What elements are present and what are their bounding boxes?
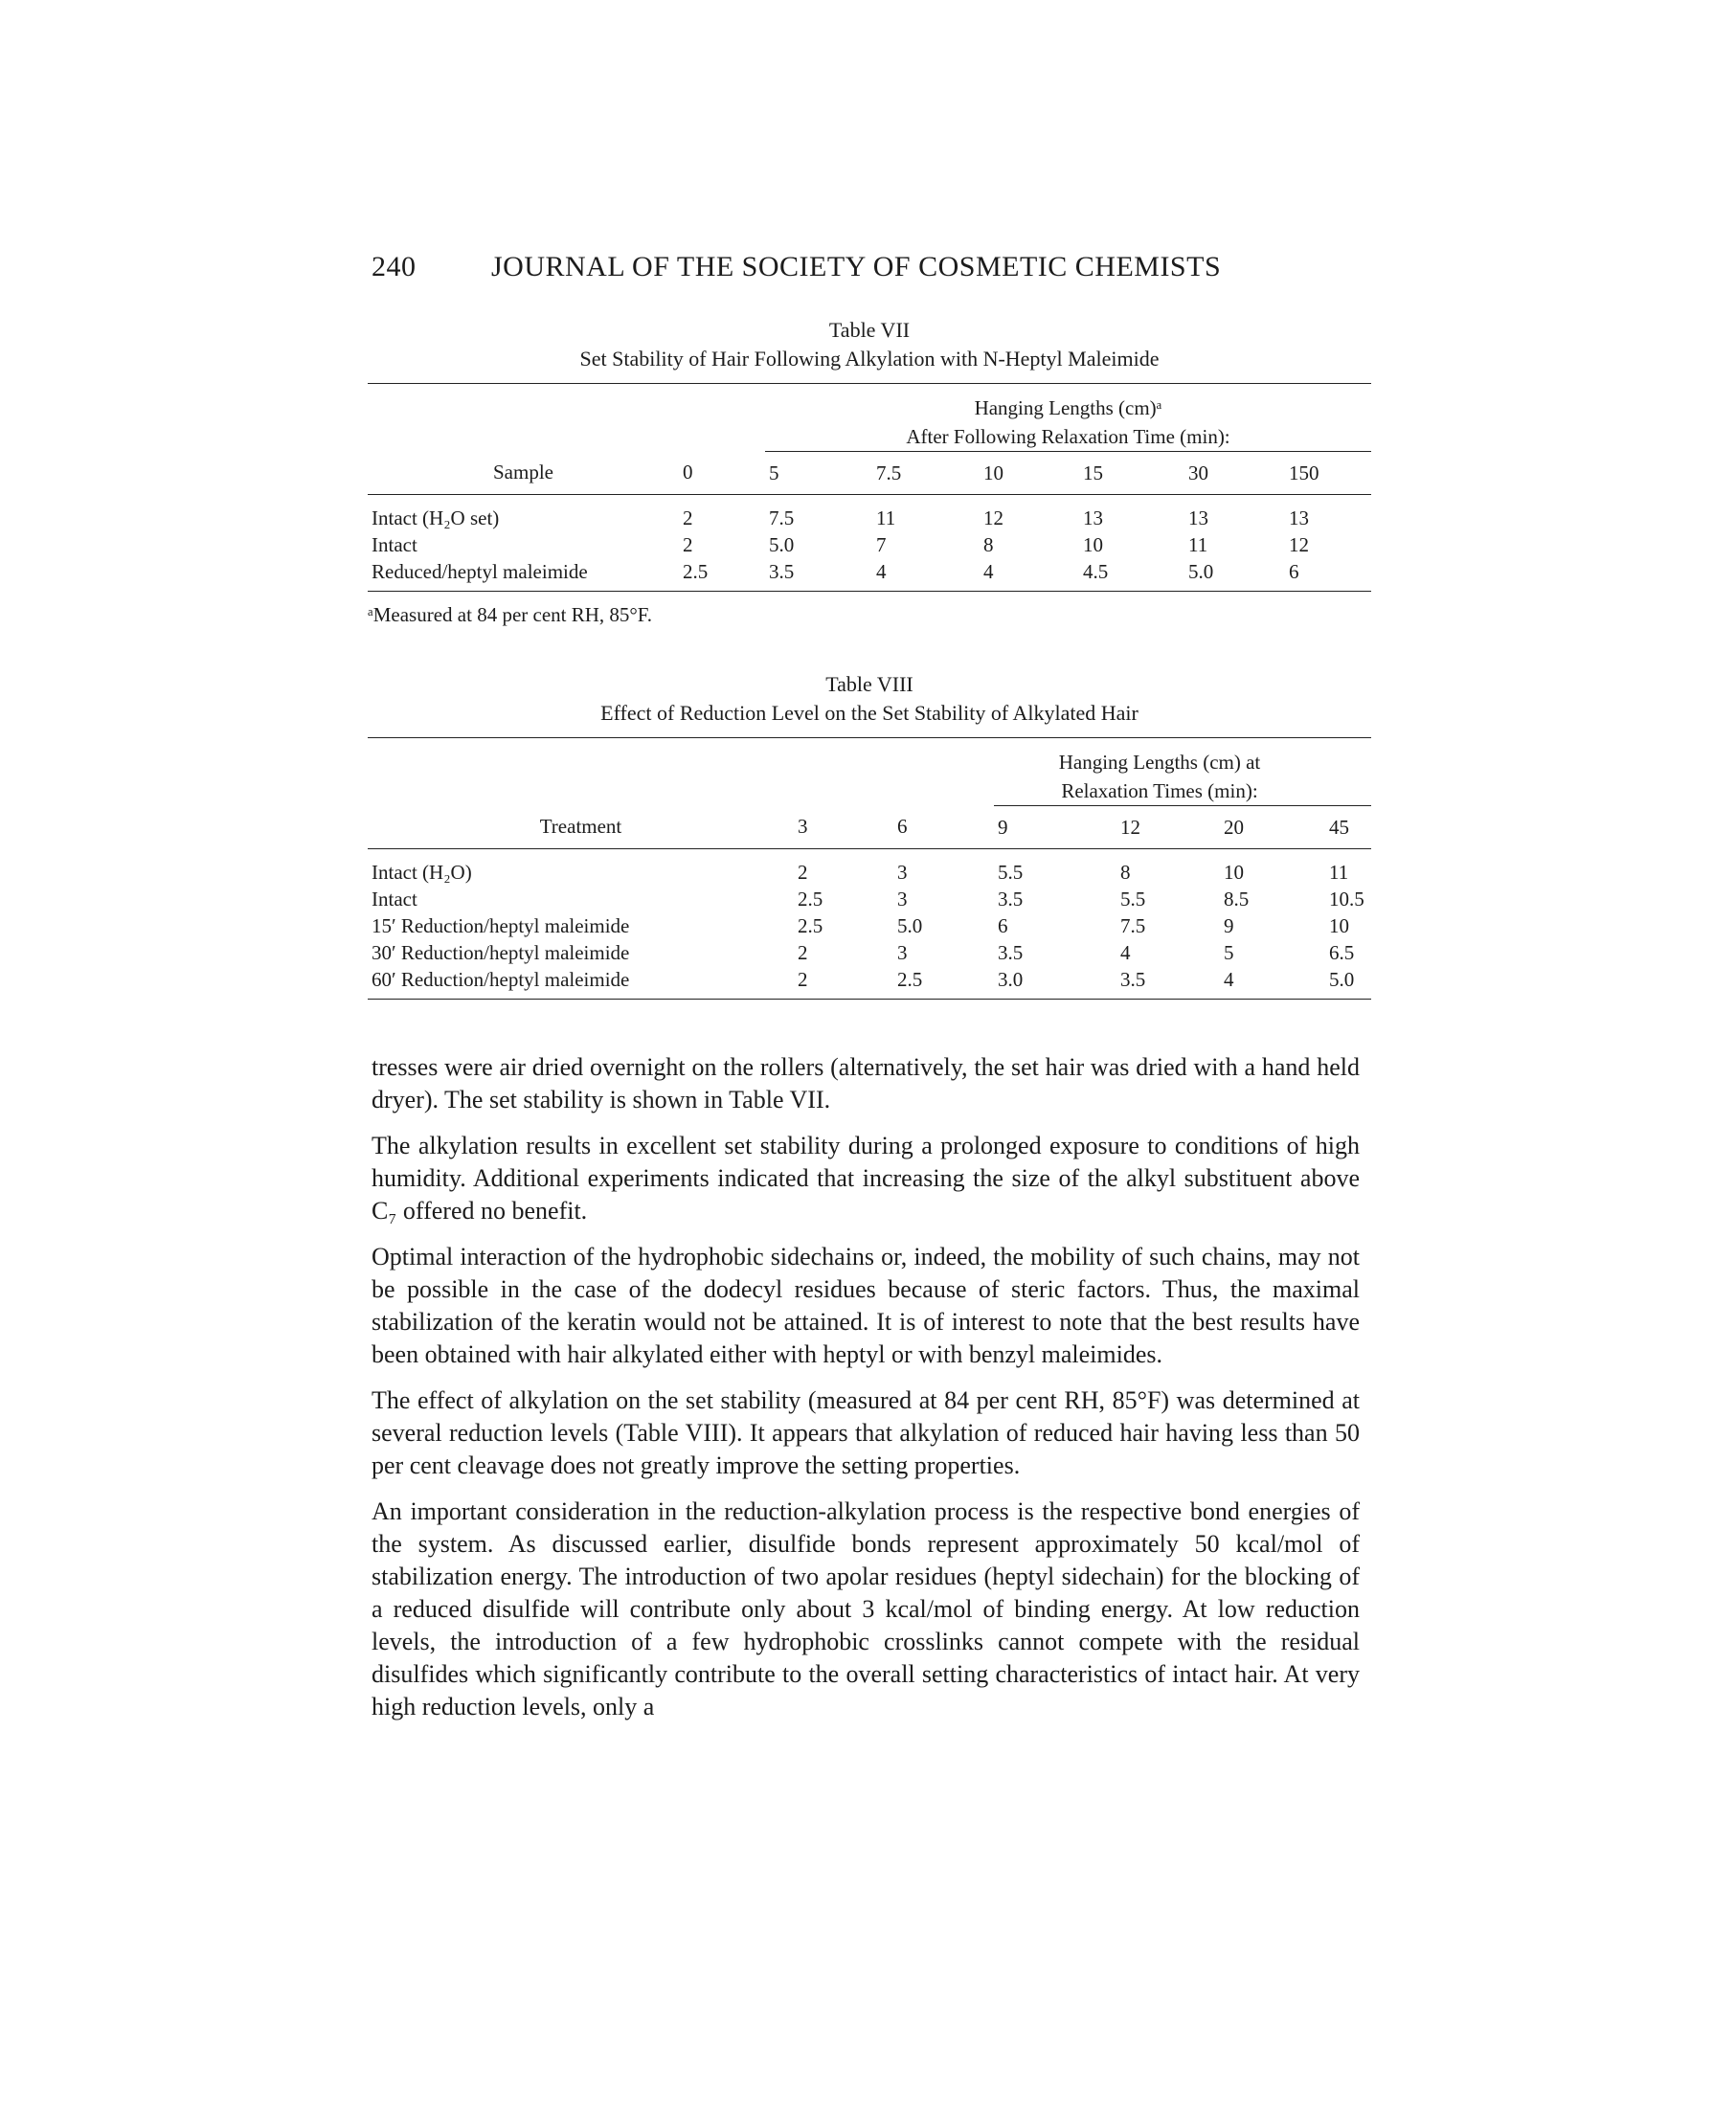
table-cell: 2 <box>798 941 808 964</box>
table-label: Table VII <box>828 318 911 342</box>
table-vii <box>368 316 1371 627</box>
paragraph: The effect of alkylation on the set stability (measured at 84 per cent RH, 85°F) was determined at several reduction levels (Table VIII). It appears that alkylation of reduced hair having less than 50 per cent cleavage does not greatly improve the setting properties. <box>372 1386 1360 1479</box>
column-header-row <box>368 806 1371 849</box>
column-header-row <box>368 452 1371 495</box>
table-cell: 5.5 <box>998 861 1024 884</box>
body-text <box>372 1051 1360 1737</box>
table-cell: 10.5 <box>1329 888 1364 911</box>
data-table <box>368 383 1371 592</box>
journal-title: JOURNAL OF THE SOCIETY OF COSMETIC CHEMISTS <box>491 251 1222 282</box>
table-cell: 5.5 <box>1120 888 1146 911</box>
table-cell: 10 <box>1329 914 1349 937</box>
table-cell: 3.5 <box>998 888 1024 911</box>
column-header: 0 <box>679 452 765 495</box>
column-header: 12 <box>1116 806 1220 849</box>
table-cell: 11 <box>1329 861 1349 884</box>
column-group-header: Hanging Lengths (cm) at Relaxation Times (min): <box>994 738 1325 806</box>
table-cell: 4 <box>983 560 994 583</box>
paragraph: tresses were air dried overnight on the rollers (alternatively, the set hair was dried with a hand held dryer). The set stability is shown in Table VII. <box>372 1053 1360 1113</box>
column-header: 15 <box>1079 452 1184 495</box>
data-table <box>368 737 1371 1000</box>
table-row <box>368 912 1371 939</box>
table-row <box>368 939 1371 966</box>
table-cell: 11 <box>876 506 896 529</box>
row-label: Intact (H₂O) <box>372 861 472 884</box>
table-cell: 6 <box>998 914 1008 937</box>
table-cell: 6 <box>1289 560 1299 583</box>
table-cell: 5.0 <box>897 914 923 937</box>
column-group-header: Hanging Lengths (cm)ᵃ After Following Relaxation Time (min): <box>765 384 1371 452</box>
table-cell: 9 <box>1224 914 1234 937</box>
table-cell: 5.0 <box>1329 968 1355 991</box>
column-header: 9 <box>994 806 1116 849</box>
column-header: Sample <box>368 452 679 495</box>
table-row <box>368 558 1371 591</box>
table-cell: 2 <box>683 533 693 556</box>
table-viii <box>368 670 1371 1000</box>
table-row <box>368 849 1371 887</box>
table-cell: 10 <box>1083 533 1103 556</box>
table-cell: 2 <box>798 861 808 884</box>
row-label: Intact (H₂O set) <box>372 506 500 529</box>
table-cell: 2.5 <box>897 968 923 991</box>
table-cell: 3 <box>897 861 908 884</box>
table-footnote: ᵃMeasured at 84 per cent RH, 85°F. <box>368 603 653 626</box>
table-cell: 3.5 <box>998 941 1024 964</box>
paragraph: Optimal interaction of the hydrophobic sidechains or, indeed, the mobility of such chains, may not be possible in the case of the dodecyl residues because of steric factors. Thus, the maximal stabilization of the keratin would not be attained. It is of interest to note that the best results have been obtained with hair alkylated either with heptyl or with benzyl maleimides. <box>372 1243 1360 1368</box>
table-cell: 2 <box>683 506 693 529</box>
table-title: Effect of Reduction Level on the Set Stability of Alkylated Hair <box>600 701 1139 725</box>
column-header: 10 <box>980 452 1079 495</box>
column-header: 7.5 <box>872 452 980 495</box>
table-title: Set Stability of Hair Following Alkylation with N-Heptyl Maleimide <box>579 347 1160 371</box>
table-row <box>368 495 1371 532</box>
table-cell: 8 <box>1120 861 1131 884</box>
table-row <box>368 966 1371 999</box>
table-cell: 10 <box>1224 861 1244 884</box>
table-cell: 7.5 <box>1120 914 1146 937</box>
column-header: 5 <box>765 452 872 495</box>
table-cell: 13 <box>1188 506 1208 529</box>
table-cell: 12 <box>1289 533 1309 556</box>
column-header: 20 <box>1220 806 1325 849</box>
table-cell: 11 <box>1188 533 1208 556</box>
table-cell: 5.0 <box>1188 560 1214 583</box>
table-cell: 8 <box>983 533 994 556</box>
table-cell: 3 <box>897 888 908 911</box>
row-label: 15′ Reduction/heptyl maleimide <box>372 914 630 937</box>
row-label: 60′ Reduction/heptyl maleimide <box>372 968 630 991</box>
table-cell: 5.0 <box>769 533 795 556</box>
table-cell: 13 <box>1083 506 1103 529</box>
table-cell: 12 <box>983 506 1003 529</box>
table-label: Table VIII <box>825 672 913 696</box>
column-header: 6 <box>893 806 994 849</box>
table-cell: 2 <box>798 968 808 991</box>
table-cell: 2.5 <box>683 560 709 583</box>
table-row <box>368 531 1371 558</box>
column-header: 150 <box>1285 452 1371 495</box>
column-header: Treatment <box>368 806 794 849</box>
row-label: 30′ Reduction/heptyl maleimide <box>372 941 630 964</box>
table-cell: 3.0 <box>998 968 1024 991</box>
table-cell: 5 <box>1224 941 1234 964</box>
table-cell: 4 <box>1224 968 1234 991</box>
table-cell: 7 <box>876 533 887 556</box>
row-label: Intact <box>372 533 417 556</box>
table-cell: 3.5 <box>1120 968 1146 991</box>
column-header: 3 <box>794 806 893 849</box>
table-cell: 4.5 <box>1083 560 1109 583</box>
table-cell: 13 <box>1289 506 1309 529</box>
row-label: Reduced/heptyl maleimide <box>372 560 588 583</box>
page-header <box>372 251 1367 283</box>
table-cell: 7.5 <box>769 506 795 529</box>
paragraph: An important consideration in the reduction-alkylation process is the respective bond energies of the system. As discussed earlier, disulfide bonds represent approximately 50 kcal/mol of stabilization energy. The introduction of two apolar residues (heptyl sidechain) for the blocking of a reduced disulfide will contribute only about 3 kcal/mol of binding energy. At low reduction levels, the introduction of a few hydrophobic crosslinks cannot compete with the residual disulfides which significantly contribute to the overall setting characteristics of intact hair. At very high reduction levels, only a <box>372 1497 1360 1720</box>
table-cell: 3 <box>897 941 908 964</box>
table-cell: 2.5 <box>798 914 823 937</box>
table-row <box>368 886 1371 912</box>
table-cell: 2.5 <box>798 888 823 911</box>
page-number: 240 <box>372 251 417 282</box>
table-cell: 4 <box>1120 941 1131 964</box>
row-label: Intact <box>372 888 417 911</box>
table-cell: 3.5 <box>769 560 795 583</box>
table-cell: 6.5 <box>1329 941 1355 964</box>
table-cell: 8.5 <box>1224 888 1250 911</box>
column-header: 45 <box>1325 806 1371 849</box>
paragraph: The alkylation results in excellent set stability during a prolonged exposure to conditions of high humidity. Additional experiments indicated that increasing the size of the alkyl substituent above C₇ offered no benefit. <box>372 1132 1360 1225</box>
column-header: 30 <box>1184 452 1285 495</box>
table-cell: 4 <box>876 560 887 583</box>
